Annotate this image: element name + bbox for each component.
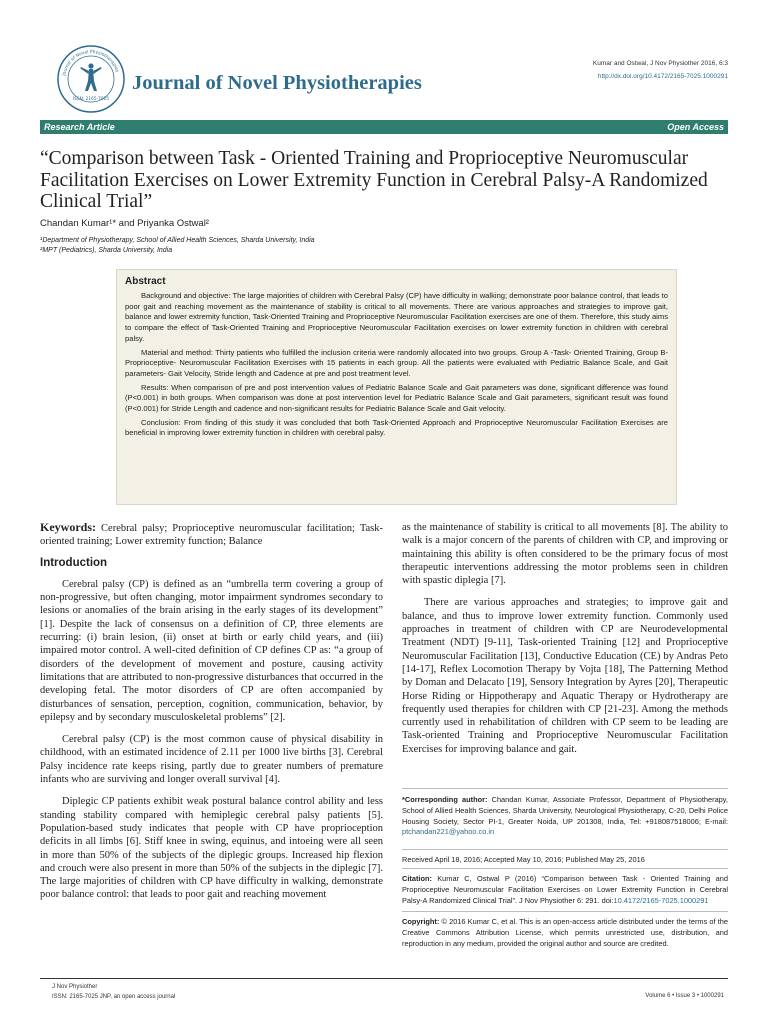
- copy-label: Copyright:: [402, 917, 440, 926]
- doi-link[interactable]: 10.4172/2165-7025.1000291: [613, 895, 709, 905]
- article-title: “Comparison between Task - Oriented Training and Proprioceptive Neuromuscular Facilitation Exercises on Lower Extremity Function in Cerebral Palsy-A Randomized Clinical Trial”: [40, 148, 708, 212]
- footer-volume-info: Volume 6 • Issue 3 • 1000291: [645, 993, 724, 999]
- introduction-heading: Introduction: [40, 556, 108, 569]
- footer-journal-abbrev: J Nov Physiother: [52, 984, 98, 990]
- abstract-results: Results: When comparison of pre and post intervention values of Pediatric Balance Scale and Gait parameters was done, significant difference was found (P<0.001) in both groups. When comparison was done at post intervention level for Pediatric Balance Scale and Gait parameters, significant result was found (P<0.001) for Stride Length and cadence and non-significant results for Pediatric Balance Scale and Gait velocity.: [125, 382, 668, 414]
- publication-dates: Received April 18, 2016; Accepted May 10, 2016; Published May 25, 2016: [402, 855, 645, 864]
- header-doi-link[interactable]: http://dx.doi.org/10.4172/2165-7025.1000291: [597, 73, 728, 80]
- body-left-column: [40, 521, 383, 911]
- intro-paragraph: as the maintenance of stability is critical to all movements [8]. The ability to walk is a major concern of the parents of children with CP, and improving or maintaining this ability is often considered to be the primary focus of most therapeutic interventions addressing the motor problems seen in children with spastic diplegia [7].: [402, 522, 728, 587]
- corresponding-author-note: [402, 795, 728, 838]
- abstract-box: [116, 269, 677, 505]
- intro-paragraph: Cerebral palsy (CP) is the most common cause of physical disability in childhood, with an estimated incidence of 2.11 per 1000 live births [3]. Cerebral Palsy incidence rate keeps rising, partly due to greater numbers of premature infants who are surviving and longer overall survival [4].: [40, 734, 383, 786]
- abstract-conclusion: Conclusion: From finding of this study it was concluded that both Task-Oriented Approach and Proprioceptive Neuromuscular Facilitation Exercises are beneficial in improving lower extremity function in children with cerebral palsy.: [125, 417, 668, 438]
- logo-arc-text: Journal of Novel Physiotherapies: [62, 49, 120, 77]
- corr-label: *Corresponding author:: [402, 795, 488, 804]
- notes-divider: [402, 849, 728, 850]
- intro-paragraph: Cerebral palsy (CP) is defined as an “umbrella term covering a group of non-progressive, but often changing, motor impairment syndromes secondary to lesions or anomalies of the brain arising in the early stages of its development” [1]. Despite the lack of consensus on a definition of CP, three elements are recurring: (i) brain lesion, (ii) onset at birth or early child years, and (iii) impaired motor control. A well-cited definition of CP defines CP as: “a group of disorders of the development of movement and posture, causing activity limitations that are attributed to non-progressive disturbances that occurred in the developing fetal. The motor disorders of CP are often accompanied by disturbances of sensation, perception, cognition, communication, behavior, by epilepsy and by secondary musculoskeletal problems” [2].: [40, 578, 383, 723]
- footer-journal-info: [52, 982, 175, 1002]
- intro-paragraph: There are various approaches and strategies; to improve gait and balance, and thus to improve lower extremity function. Commonly used approaches in treatment of children with CP are Neurodevelopmental Treatment (NDT) [9-11], Task-oriented Training [12] and Proprioceptive Neuromuscular Facilitation [13], Conductive Education (CE) by Andras Peto [14-17], Reflex Locomotion Therapy by Vojta [18], The Patterning Method by Doman and Delacato [19], Sensory Integration by Ayres [20], Therapeutic Horse Riding or Hippotherapy and Aquatic Therapy or Hydrotherapy are frequently used therapies for children with CP [21-23]. Among the methods currently used in rehabilitation of children with CP seem to be leading are Task-oriented Training and Proprioceptive Neuromuscular Facilitation Exercises for improving balance and gait.: [402, 597, 728, 755]
- cite-text: Kumar C, Ostwal P (2016) “Comparison between Task - Oriented Training and Proprioceptive Neuromuscular Facilitation Exercises on Lower Extremity Function in Cerebral Palsy-A Randomized Clinical Trial”. J Nov Physiother 6: 291. doi:: [402, 874, 728, 905]
- notes-divider: [402, 868, 728, 869]
- article-type-banner: [40, 120, 728, 134]
- affiliation-1: ¹Department of Physiotherapy, School of Allied Health Sciences, Sharda University, India: [40, 237, 315, 244]
- corr-email-link[interactable]: ptchandan221@yahoo.co.in: [402, 827, 495, 837]
- journal-title: Journal of Novel Physiotherapies: [132, 72, 422, 94]
- abstract-background: Background and objective: The large majorities of children with Cerebral Palsy (CP) have difficulty in walking; demonstrate poor balance control, that leads to poor gait and reaching movement as the maintenance of stability is critical to all movements. There are various approaches and strategies to improve gait, balance and lower extremity function, Task-Oriented Training and Proprioceptive Neuromuscular Facilitation exercises are one of them. Therefore, this study aims to compare the effect of Task-Oriented Training and Proprioceptive Neuromuscular Facilitation exercises on lower extremity function in children with cerebral palsy.: [125, 291, 668, 343]
- notes-divider: [402, 788, 728, 789]
- copyright-note: [402, 917, 728, 949]
- footer-issn: ISSN: 2165-7025 JNP, an open access journal: [52, 994, 176, 1000]
- logo-issn: ISSN: 2165-7025: [72, 97, 110, 102]
- notes-divider: [402, 911, 728, 912]
- research-article-label: Research Article: [44, 122, 115, 132]
- corr-text: Chandan Kumar, Associate Professor, Department of Physiotherapy, School of Allied Health Sciences, Sharda University, Neurological Physiotherapy, C-20, Delhi Police Housing Society, Sector PI-1, Greater Noida, UP 201308, India, Tel: +918087518006; E-mail:: [402, 795, 728, 826]
- keywords-label: Keywords:: [40, 520, 96, 534]
- header-citation: [593, 57, 728, 83]
- affiliation-2: ²MPT (Pediatrics), Sharda University, India: [40, 247, 173, 254]
- citation-note: [402, 874, 728, 906]
- abstract-methods: Material and method: Thirty patients who fulfilled the inclusion criteria were randomly allocated into two groups. Group A -Task- Oriented Training, Group B- Proprioceptive- Neuromuscular Facilitation Exercises with 15 patients in each group. All the patients were evaluated with Pediatric Balance Scale, and Gait parameters- Gait Velocity, Stride length and Cadence at pre and post treatment level.: [125, 347, 668, 378]
- body-right-column: [402, 521, 728, 765]
- abstract-heading: Abstract: [125, 276, 166, 287]
- intro-paragraph: Diplegic CP patients exhibit weak postural balance control ability and less standing stability compared with hemiplegic cerebral palsy patients [5]. Population-based study indicates that people with CP have proprioception deficits in all limbs [6]. Stiff knee in swing, equinus, and intoeing were all seen in more than 50% of the subjects of the diplegic groups. Increased hip flexion and crouch were also present in more than 50% of the subjects in the diplegic [7]. The large majorities of children with CP have difficulty in walking, demonstrate poor balance control: that leads to poor gait and reaching movement: [40, 796, 383, 901]
- header-citation-line: Kumar and Ostwal, J Nov Physiother 2016, 6:3: [592, 60, 728, 67]
- cite-label: Citation:: [402, 874, 432, 883]
- journal-logo: [56, 44, 126, 114]
- footer-rule: [40, 978, 728, 979]
- keywords: [40, 521, 383, 549]
- keywords-text: Cerebral palsy; Proprioceptive neuromuscular facilitation; Task-oriented training; Lower extremity function; Balance: [40, 523, 383, 548]
- copy-text: © 2016 Kumar C, et al. This is an open-access article distributed under the terms of the Creative Commons Attribution License, which permits unrestricted use, distribution, and reproduction in any medium, provided the original author and source are credited.: [402, 917, 728, 948]
- open-access-label: Open Access: [667, 122, 724, 132]
- author-list: Chandan Kumar¹* and Priyanka Ostwal²: [40, 218, 209, 229]
